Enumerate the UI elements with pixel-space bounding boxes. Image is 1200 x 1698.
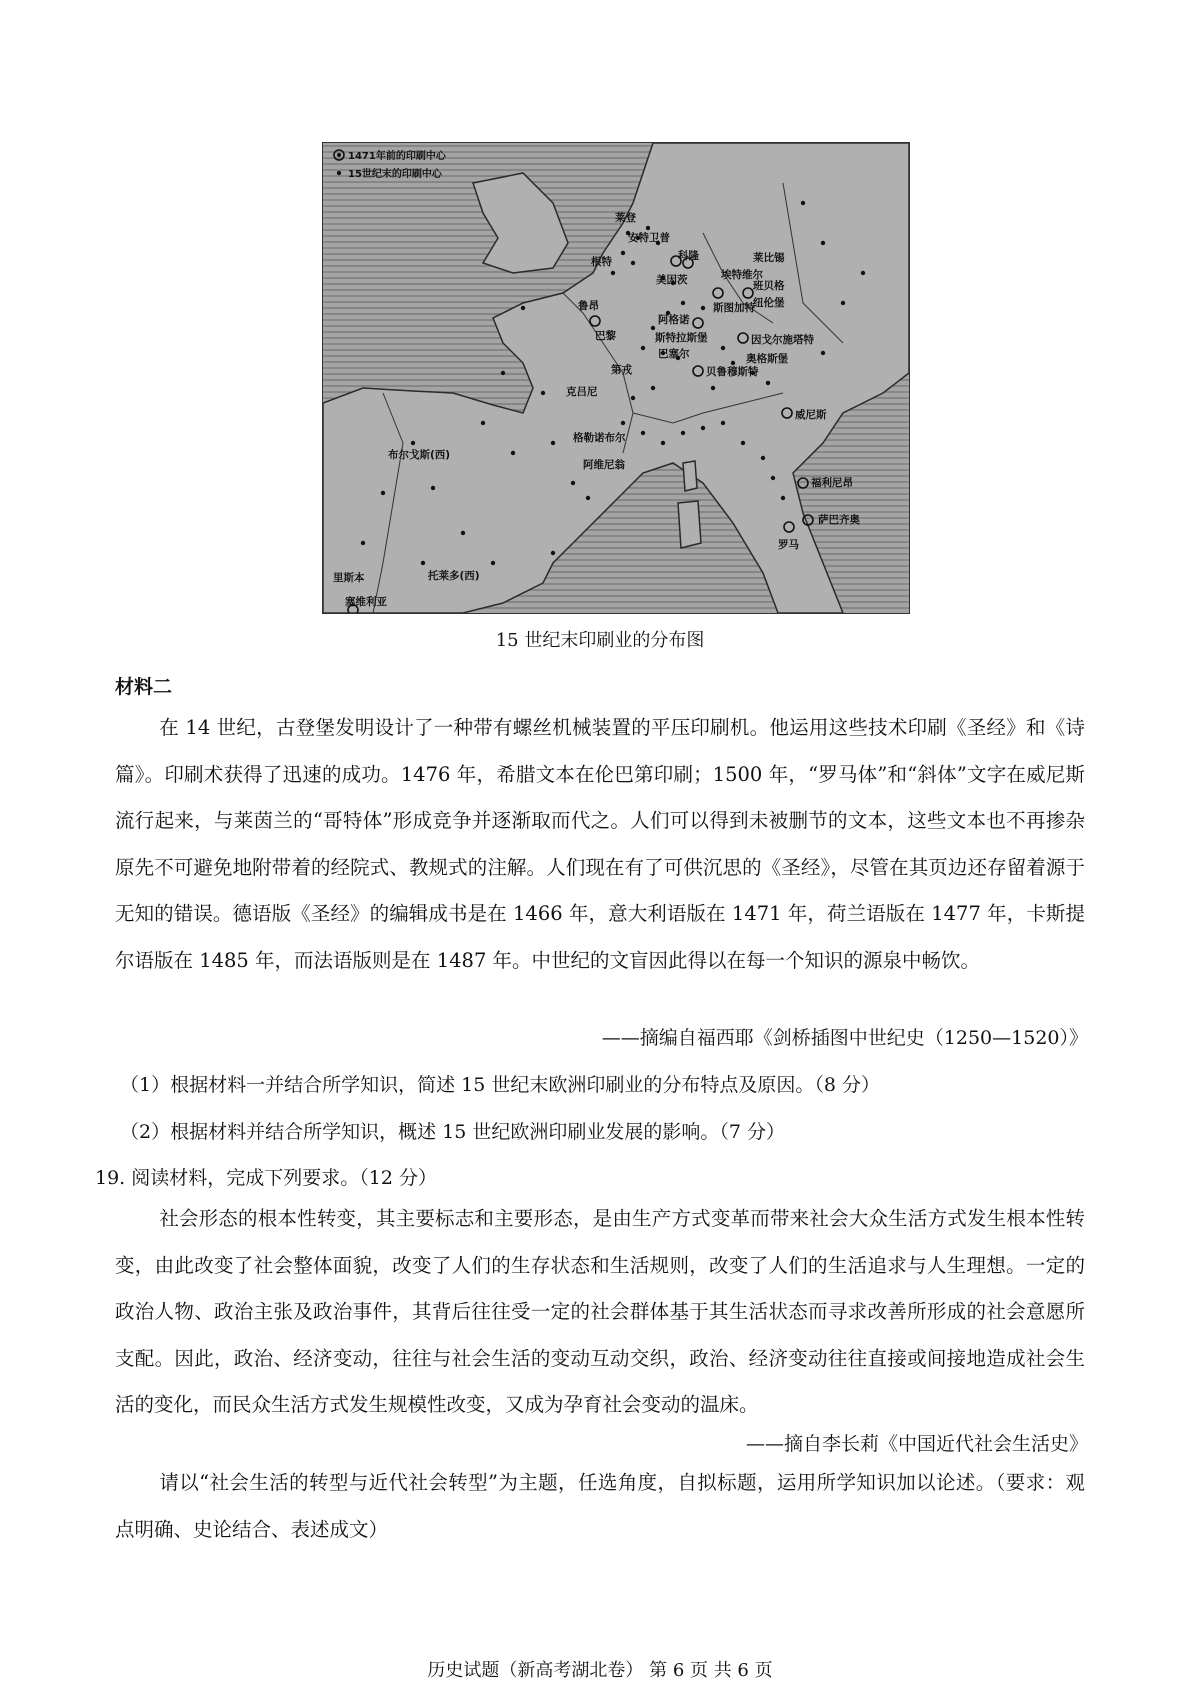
city-label: 巴黎 bbox=[595, 330, 616, 342]
material2-body bbox=[115, 705, 1085, 984]
city-label: 鲁昂 bbox=[578, 300, 599, 312]
printing-distribution-map bbox=[322, 142, 910, 614]
legend-minor-label: 15世纪末的印刷中心 bbox=[348, 169, 442, 180]
q19-body bbox=[115, 1196, 1085, 1429]
city-label: 美因茨 bbox=[656, 274, 688, 286]
corsica-area bbox=[683, 461, 697, 491]
q19-text: 社会形态的根本性转变，其主要标志和主要形态，是由生产方式变革而带来社会大众生活方式发生根本性转变，由此改变了社会整体面貌，改变了人们的生存状态和生活规则，改变了人们的生活追求与人生理想。一定的政治人物、政治主张及政治事件，其背后往往受一定的社会群体基于其生活状态而寻求改善所形成的社会意愿所支配。因此，政治、经济变动，往往与社会生活的变动互动交织，政治、经济变动往往直接或间接地造成社会生活的变化，而民众生活方式发生规模性改变，又成为孕育社会变动的温床。 bbox=[115, 1207, 1085, 1416]
city-label: 威尼斯 bbox=[795, 409, 827, 421]
city-label: 阿格诺 bbox=[658, 314, 690, 326]
city-label: 斯特拉斯堡 bbox=[655, 332, 708, 344]
q19-task bbox=[115, 1460, 1085, 1553]
city-label: 莱登 bbox=[615, 212, 636, 224]
city-label: 巴塞尔 bbox=[658, 348, 690, 360]
map-caption: 15 世纪末印刷业的分布图 bbox=[495, 630, 705, 651]
q19-task-text: 请以“社会生活的转型与近代社会转型”为主题，任选角度，自拟标题，运用所学知识加以论述。（要求：观点明确、史论结合、表述成文） bbox=[115, 1471, 1085, 1541]
city-label: 布尔戈斯(西) bbox=[388, 449, 451, 461]
city-label: 塞维利亚 bbox=[345, 596, 387, 608]
city-label: 奥格斯堡 bbox=[746, 353, 788, 365]
city-label: 福利尼昂 bbox=[811, 477, 853, 489]
city-label: 罗马 bbox=[778, 539, 799, 551]
city-label: 里斯本 bbox=[333, 572, 365, 584]
map-canvas bbox=[323, 143, 909, 613]
material2-heading: 材料二 bbox=[115, 676, 173, 698]
city-label: 克吕尼 bbox=[566, 386, 598, 398]
material2-source: ——摘编自福西耶《剑桥插图中世纪史（1250—1520）》 bbox=[601, 1027, 1088, 1049]
city-label: 托莱多(西) bbox=[428, 570, 480, 582]
city-label: 科隆 bbox=[678, 250, 699, 262]
material2-text: 在 14 世纪，古登堡发明设计了一种带有螺丝机械装置的平压印刷机。他运用这些技术印刷《圣经》和《诗篇》。印刷术获得了迅速的成功。1476 年，希腊文本在伦巴第印刷；1500 年，“罗马体”和“斜体”文字在威尼斯流行起来，与莱茵兰的“哥特体”形成竞争并逐渐取而代之。人们可以得到未被删节的文本，这些文本也不再掺杂原先不可避免地附带着的经院式、教规式的注解。人们现在有了可供沉思的《圣经》，尽管在其页边还存留着源于无知的错误。德语版《圣经》的编辑成书是在 1466 年，意大利语版在 1471 年，荷兰语版在 1477 年，卡斯提尔语版在 1485 年，而法语版则是在 1487 年。中世纪的文盲因此得以在每一个知识的源泉中畅饮。 bbox=[115, 716, 1085, 972]
sardinia-area bbox=[678, 501, 701, 548]
question-19-title: 19. 阅读材料，完成下列要求。（12 分） bbox=[95, 1167, 437, 1189]
city-label: 阿维尼翁 bbox=[583, 459, 625, 471]
city-label: 莱比锡 bbox=[753, 252, 785, 264]
legend-major-label: 1471年前的印刷中心 bbox=[348, 151, 446, 162]
city-label: 根特 bbox=[591, 256, 612, 268]
city-label: 第戎 bbox=[611, 364, 632, 376]
city-label: 班贝格 bbox=[753, 280, 785, 292]
city-label: 纽伦堡 bbox=[753, 297, 785, 309]
city-label: 萨巴齐奥 bbox=[818, 514, 860, 526]
city-label: 安特卫普 bbox=[628, 232, 670, 244]
q19-source: ——摘自李长莉《中国近代社会生活史》 bbox=[745, 1433, 1088, 1455]
city-label: 埃特维尔 bbox=[721, 269, 763, 281]
question-1: （1）根据材料一并结合所学知识，简述 15 世纪末欧洲印刷业的分布特点及原因。（8 分） bbox=[120, 1074, 880, 1096]
city-label: 贝鲁穆斯特 bbox=[706, 366, 759, 378]
city-label: 因戈尔施塔特 bbox=[751, 334, 814, 346]
page-footer: 历史试题（新高考湖北卷） 第 6 页 共 6 页 bbox=[427, 1660, 773, 1681]
question-2: （2）根据材料并结合所学知识，概述 15 世纪欧洲印刷业发展的影响。（7 分） bbox=[120, 1121, 785, 1143]
city-label: 格勒诺布尔 bbox=[573, 432, 626, 444]
city-label: 斯图加特 bbox=[713, 302, 755, 314]
